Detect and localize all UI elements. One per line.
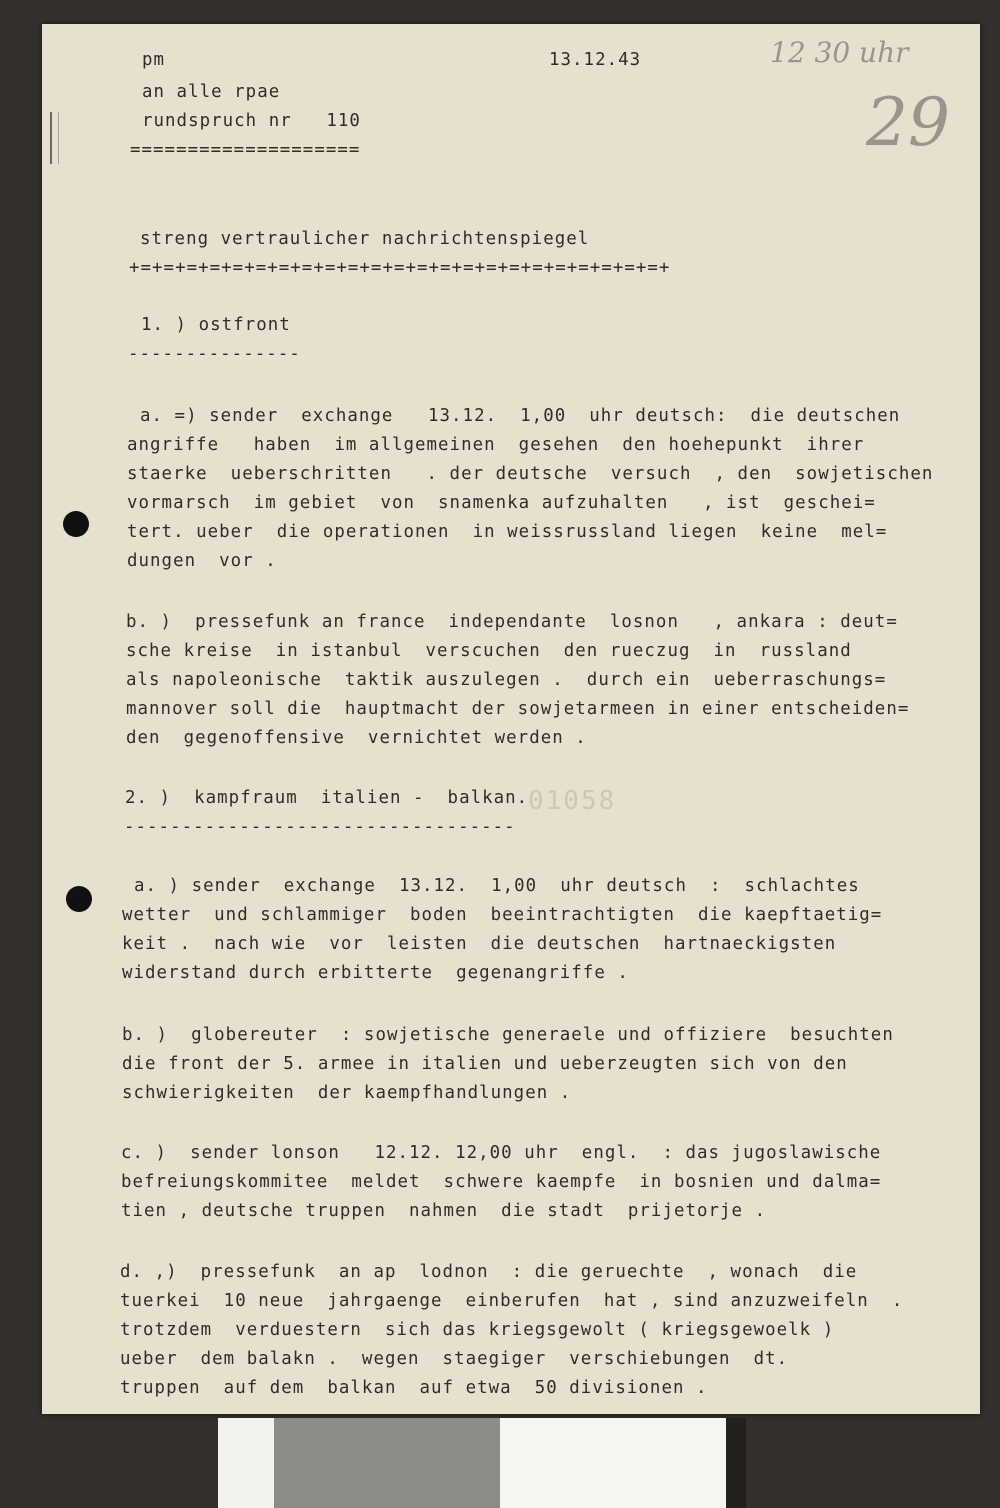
paragraph-line: a. =) sender exchange 13.12. 1,00 uhr deutsch: die deutschen — [140, 406, 901, 426]
paragraph-line: tien , deutsche truppen nahmen die stadt prijetorje . — [121, 1201, 767, 1221]
document-title: streng vertraulicher nachrichtenspiegel — [140, 229, 590, 249]
section-heading: 1. ) ostfront — [141, 315, 291, 335]
paragraph-line: trotzdem verduestern sich das kriegsgewolt ( kriegsgewoelk ) — [120, 1320, 835, 1340]
faint-stamp: 01058 — [528, 786, 617, 816]
paragraph-line: truppen auf dem balkan auf etwa 50 divisionen . — [120, 1378, 708, 1398]
paragraph-line: sche kreise in istanbul verscuchen den rueczug in russland — [126, 641, 852, 661]
paragraph-line: wetter und schlammiger boden beeintrachtigten die kaepftaetig= — [122, 905, 883, 925]
handwritten-time: 12 30 uhr — [770, 36, 909, 69]
paragraph-line: tuerkei 10 neue jahrgaenge einberufen hat , sind anzuzweifeln . — [120, 1291, 904, 1311]
paragraph-line: staerke ueberschritten . der deutsche versuch , den sowjetischen — [127, 464, 934, 484]
header-date: 13.12.43 — [549, 50, 642, 70]
paragraph-line: befreiungskommitee meldet schwere kaempfe in bosnien und dalma= — [121, 1172, 882, 1192]
paragraph-line: d. ,) pressefunk an ap lodnon : die geruechte , wonach die — [120, 1262, 858, 1282]
header-sender: pm — [142, 50, 166, 70]
section-rule: --------------- — [128, 344, 301, 364]
paragraph-line: als napoleonische taktik auszulegen . durch ein ueberraschungs= — [126, 670, 887, 690]
paragraph-line: tert. ueber die operationen in weissrussland liegen keine mel= — [127, 522, 888, 542]
paragraph-line: ueber dem balakn . wegen staegiger verschiebungen dt. — [120, 1349, 789, 1369]
paragraph-line: angriffe haben im allgemeinen gesehen den hoehepunkt ihrer — [127, 435, 865, 455]
section-heading: 2. ) kampfraum italien - balkan. — [125, 788, 529, 808]
paragraph-line: widerstand durch erbitterte gegenangriffe . — [122, 963, 629, 983]
paragraph-line: den gegenoffensive vernichtet werden . — [126, 728, 587, 748]
paragraph-line: c. ) sender lonson 12.12. 12,00 uhr engl. : das jugoslawische — [121, 1143, 882, 1163]
paragraph-line: die front der 5. armee in italien und ueberzeugten sich von den — [122, 1054, 848, 1074]
header-rule: ==================== — [130, 140, 361, 160]
paragraph-line: schwierigkeiten der kaempfhandlungen . — [122, 1083, 572, 1103]
handwritten-page-number: 29 — [866, 84, 950, 161]
paragraph-line: dungen vor . — [127, 551, 277, 571]
paragraph-line: keit . nach wie vor leisten die deutschen hartnaeckigsten — [122, 934, 837, 954]
paragraph-line: a. ) sender exchange 13.12. 1,00 uhr deutsch : schlachtes — [134, 876, 860, 896]
section-rule: ---------------------------------- — [124, 817, 516, 837]
paragraph-line: b. ) pressefunk an france independante losnon , ankara : deut= — [126, 612, 898, 632]
title-rule: +=+=+=+=+=+=+=+=+=+=+=+=+=+=+=+=+=+=+=+=+=+=+=+ — [129, 258, 671, 278]
header-number: rundspruch nr 110 — [142, 111, 361, 131]
paragraph-line: mannover soll die hauptmacht der sowjetarmeen in einer entscheiden= — [126, 699, 910, 719]
header-recipients: an alle rpae — [142, 82, 281, 102]
paragraph-line: b. ) globereuter : sowjetische generaele und offiziere besuchten — [122, 1025, 894, 1045]
paragraph-line: vormarsch im gebiet von snamenka aufzuhalten , ist geschei= — [127, 493, 876, 513]
